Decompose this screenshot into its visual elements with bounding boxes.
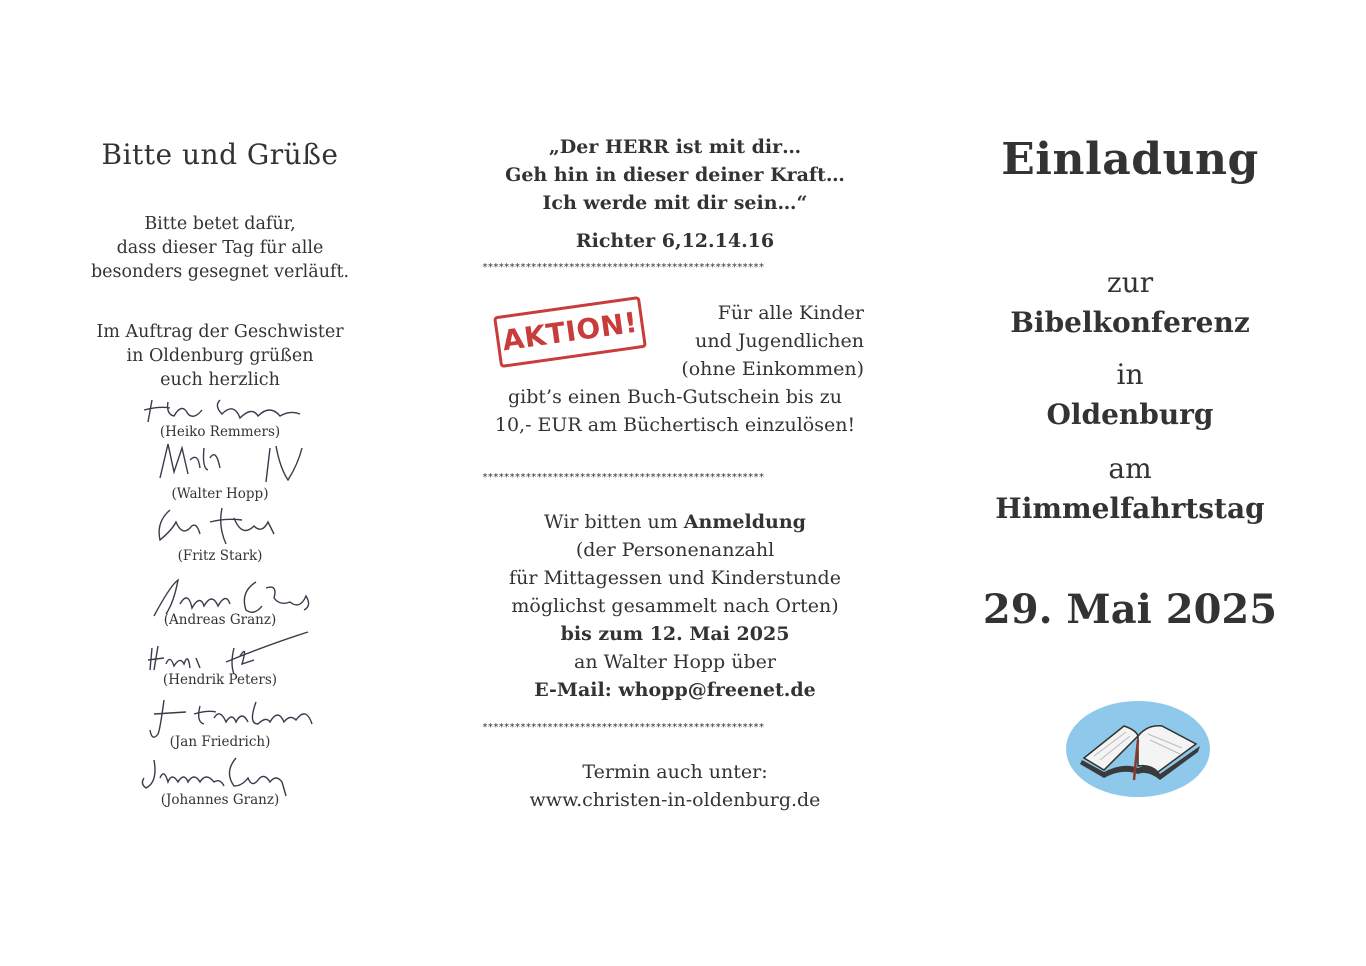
verse-reference: Richter 6,12.14.16	[575, 230, 775, 252]
offer-line: gibt’s einen Buch-Gutschein bis zu	[508, 386, 842, 408]
left-heading: Bitte und Grüße	[101, 138, 339, 171]
verse-line: Geh hin in dieser deiner Kraft…	[505, 164, 845, 186]
registration-prefix: Wir bitten um	[544, 511, 684, 533]
offer-text-continued	[470, 383, 880, 439]
signatory-name: (Jan Friedrich)	[169, 734, 271, 750]
signatory-name: (Johannes Granz)	[160, 792, 280, 808]
commission-text	[60, 320, 380, 392]
signature-block	[60, 752, 380, 812]
invitation-title: Einladung	[1001, 134, 1259, 185]
registration-line: an Walter Hopp über	[574, 651, 776, 673]
invitation-line: in	[1116, 358, 1144, 391]
signatory-name: (Hendrik Peters)	[162, 672, 278, 688]
registration-text	[470, 508, 880, 704]
invitation-line: Oldenburg	[1046, 398, 1214, 431]
prayer-line: dass dieser Tag für alle	[116, 238, 324, 258]
signature-block	[60, 634, 380, 694]
registration-deadline: bis zum 12. Mai 2025	[560, 623, 790, 645]
signature-block	[60, 694, 380, 754]
signature-image	[130, 500, 330, 550]
signature-block	[60, 576, 380, 636]
offer-line: und Jugendlichen	[695, 330, 864, 352]
commission-line: euch herzlich	[160, 370, 280, 390]
separator: ****************************************************	[482, 722, 764, 733]
invitation-line: am	[1108, 452, 1152, 485]
termin-info	[470, 758, 880, 814]
open-book-icon	[1064, 700, 1212, 804]
separator: ****************************************************	[482, 262, 764, 273]
verse-line: „Der HERR ist mit dir…	[548, 136, 802, 158]
commission-line: Im Auftrag der Geschwister	[96, 322, 344, 342]
signatory-name: (Andreas Granz)	[163, 612, 277, 628]
separator: ****************************************************	[482, 472, 764, 483]
prayer-text	[60, 212, 380, 284]
event-date: 29. Mai 2025	[982, 586, 1278, 633]
signatory-name: (Fritz Stark)	[177, 548, 263, 564]
signature-block	[60, 500, 380, 564]
registration-line: für Mittagessen und Kinderstunde	[509, 567, 841, 589]
registration-line	[470, 508, 880, 536]
signatory-name: (Walter Hopp)	[171, 486, 269, 502]
verse-line: Ich werde mit dir sein…“	[542, 192, 808, 214]
registration-line: (der Personenanzahl	[575, 539, 775, 561]
prayer-line: Bitte betet dafür,	[144, 214, 296, 234]
prayer-line: besonders gesegnet verläuft.	[90, 262, 350, 282]
signature-image	[130, 438, 330, 488]
registration-email: E-Mail: whopp@freenet.de	[534, 679, 816, 701]
offer-line: 10,- EUR am Büchertisch einzulösen!	[494, 414, 856, 436]
left-panel	[60, 0, 380, 966]
invitation-line: Bibelkonferenz	[1010, 306, 1250, 339]
website-link: www.christen-in-oldenburg.de	[529, 789, 821, 811]
aktion-stamp: AKTION!	[493, 296, 647, 368]
right-panel	[960, 0, 1300, 966]
bible-verse	[470, 133, 880, 217]
commission-line: in Oldenburg grüßen	[126, 346, 314, 366]
offer-line: (ohne Einkommen)	[681, 358, 864, 380]
signatory-name: (Heiko Remmers)	[159, 424, 281, 440]
signature-block	[60, 438, 380, 502]
registration-line: möglichst gesammelt nach Orten)	[511, 595, 839, 617]
registration-keyword: Anmeldung	[683, 511, 806, 533]
invitation-line: Himmelfahrtstag	[995, 492, 1265, 525]
offer-text	[624, 299, 864, 383]
middle-panel	[470, 0, 880, 966]
termin-line: Termin auch unter:	[582, 761, 768, 783]
invitation-line: zur	[1106, 266, 1154, 299]
offer-line: Für alle Kinder	[717, 302, 864, 324]
